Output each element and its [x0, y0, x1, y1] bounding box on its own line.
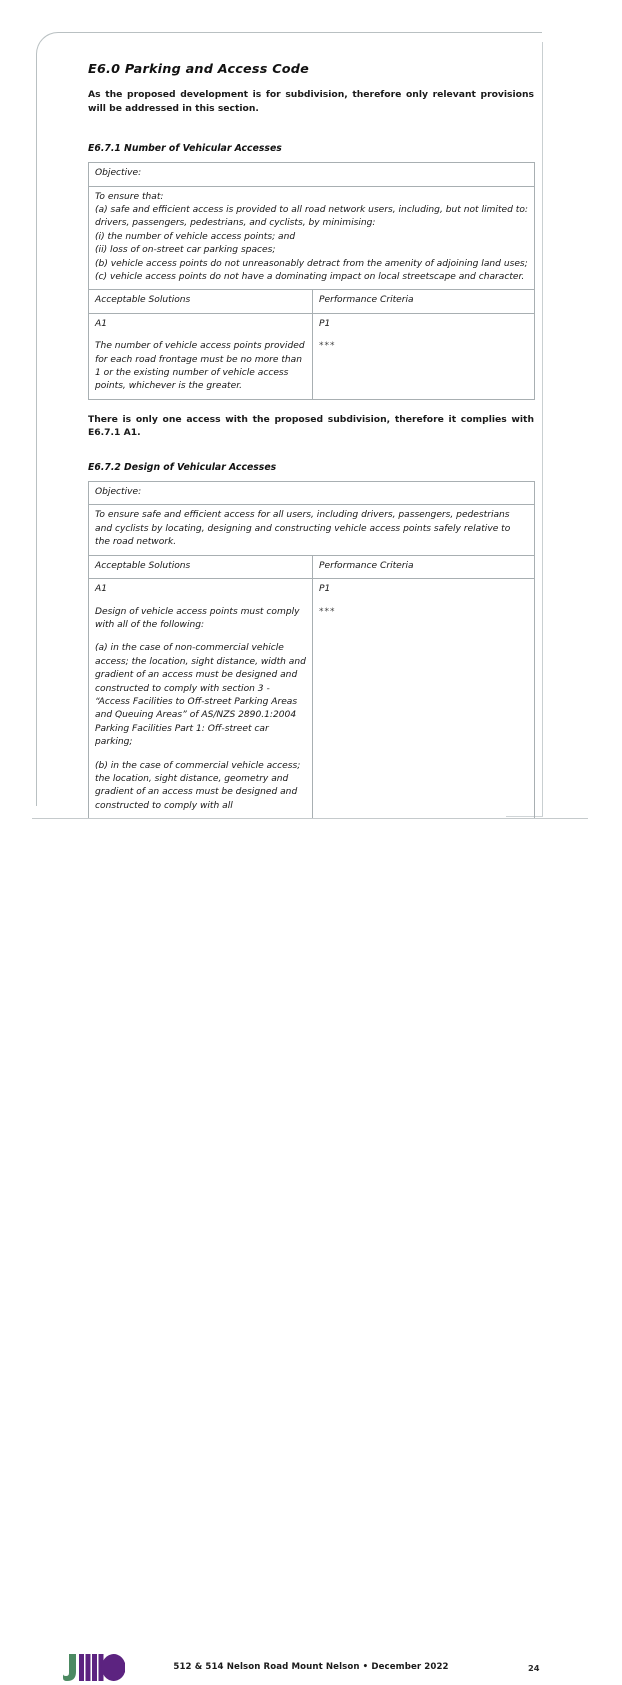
- clause-tag-a1: A1: [95, 584, 108, 595]
- table-row: [89, 482, 535, 505]
- code-table-e671: [88, 162, 535, 400]
- table-header-row: [89, 290, 535, 313]
- objective-line: (ii) loss of on-street car parking spaces;: [95, 245, 276, 256]
- page-number: 24: [528, 1663, 540, 1673]
- page-footer: [0, 826, 622, 1673]
- clause-tag-p1: P1: [319, 584, 331, 595]
- spacer: [88, 440, 534, 462]
- section-heading-e672: E6.7.2 Design of Vehicular Accesses: [88, 462, 277, 474]
- code-table-e672: [88, 481, 535, 819]
- column-header-performance-criteria: Performance Criteria: [313, 555, 535, 578]
- objective-line: (b) vehicle access points do not unreasonably detract from the amenity of adjoining land uses;: [95, 258, 528, 269]
- document-content: [88, 62, 534, 819]
- table-header-row: [89, 555, 535, 578]
- clause-paragraph: Design of vehicle access points must comply with all of the following:: [95, 606, 300, 630]
- table-row: [89, 313, 535, 399]
- column-header-acceptable-solutions: Acceptable Solutions: [89, 555, 313, 578]
- acceptable-solutions-cell: [89, 313, 313, 399]
- objective-body-cell: [89, 505, 535, 555]
- performance-placeholder: ***: [319, 341, 336, 352]
- table-row: [89, 579, 535, 819]
- objective-label-cell: Objective:: [89, 163, 535, 186]
- clause-paragraph: The number of vehicle access points provided for each road frontage must be no more than 1 or the existing number of vehicle access points, whichever is the greater.: [95, 341, 305, 392]
- table-row: [89, 505, 535, 555]
- objective-line: To ensure that:: [95, 191, 164, 202]
- objective-label-cell: Objective:: [89, 482, 535, 505]
- objective-line: (c) vehicle access points do not have a dominating impact on local streetscape and character.: [95, 272, 525, 283]
- performance-criteria-cell: [313, 313, 535, 399]
- footer-divider: [32, 818, 588, 819]
- page-title: E6.0 Parking and Access Code: [88, 62, 310, 77]
- table-row: [89, 163, 535, 186]
- section-heading-e671: E6.7.1 Number of Vehicular Accesses: [88, 143, 282, 155]
- clause-tag-a1: A1: [95, 318, 108, 329]
- objective-line: (i) the number of vehicle access points; and: [95, 231, 296, 242]
- column-header-performance-criteria: Performance Criteria: [313, 290, 535, 313]
- objective-line: (a) safe and efficient access is provided to all road network users, including, but not limited to: drivers, passengers, pedestrians, and cyclists, by minimising:: [95, 205, 528, 229]
- spacer: [88, 473, 534, 481]
- spacer: [88, 115, 534, 143]
- performance-placeholder: ***: [319, 606, 336, 617]
- clause-paragraph: (b) in the case of commercial vehicle access; the location, sight distance, geometry and gradient of an access must be designed and constructed to comply with all: [95, 760, 301, 811]
- intro-paragraph: As the proposed development is for subdivision, therefore only relevant provisions will be addressed in this section.: [88, 89, 534, 114]
- column-header-acceptable-solutions: Acceptable Solutions: [89, 290, 313, 313]
- objective-body-cell: [89, 186, 535, 290]
- footer-center-text: 512 & 514 Nelson Road Mount Nelson • December 2022: [173, 1662, 449, 1672]
- performance-criteria-cell: [313, 579, 535, 819]
- frame-mask-right: [542, 32, 622, 42]
- clause-tag-p1: P1: [319, 318, 331, 329]
- clause-paragraph: (a) in the case of non-commercial vehicle access; the location, sight distance, width and gradient of an access must be designed and constructed to comply with section 3 - “Access Facilities to Off-street Parking Areas and Queuing Areas” of AS/NZS 2890.1:2004 Parking Facilities Part 1: Off-street car parking;: [95, 643, 306, 748]
- spacer: [88, 400, 534, 413]
- spacer: [88, 154, 534, 162]
- table-row: [89, 186, 535, 290]
- objective-line: To ensure safe and efficient access for all users, including drivers, passengers, pedestrians and cyclists by locating, designing and constructing vehicle access points safely relative to the road network.: [95, 510, 511, 548]
- commentary-paragraph: There is only one access with the proposed subdivision, therefore it complies with E6.7.1 A1.: [88, 413, 534, 439]
- acceptable-solutions-cell: [89, 579, 313, 819]
